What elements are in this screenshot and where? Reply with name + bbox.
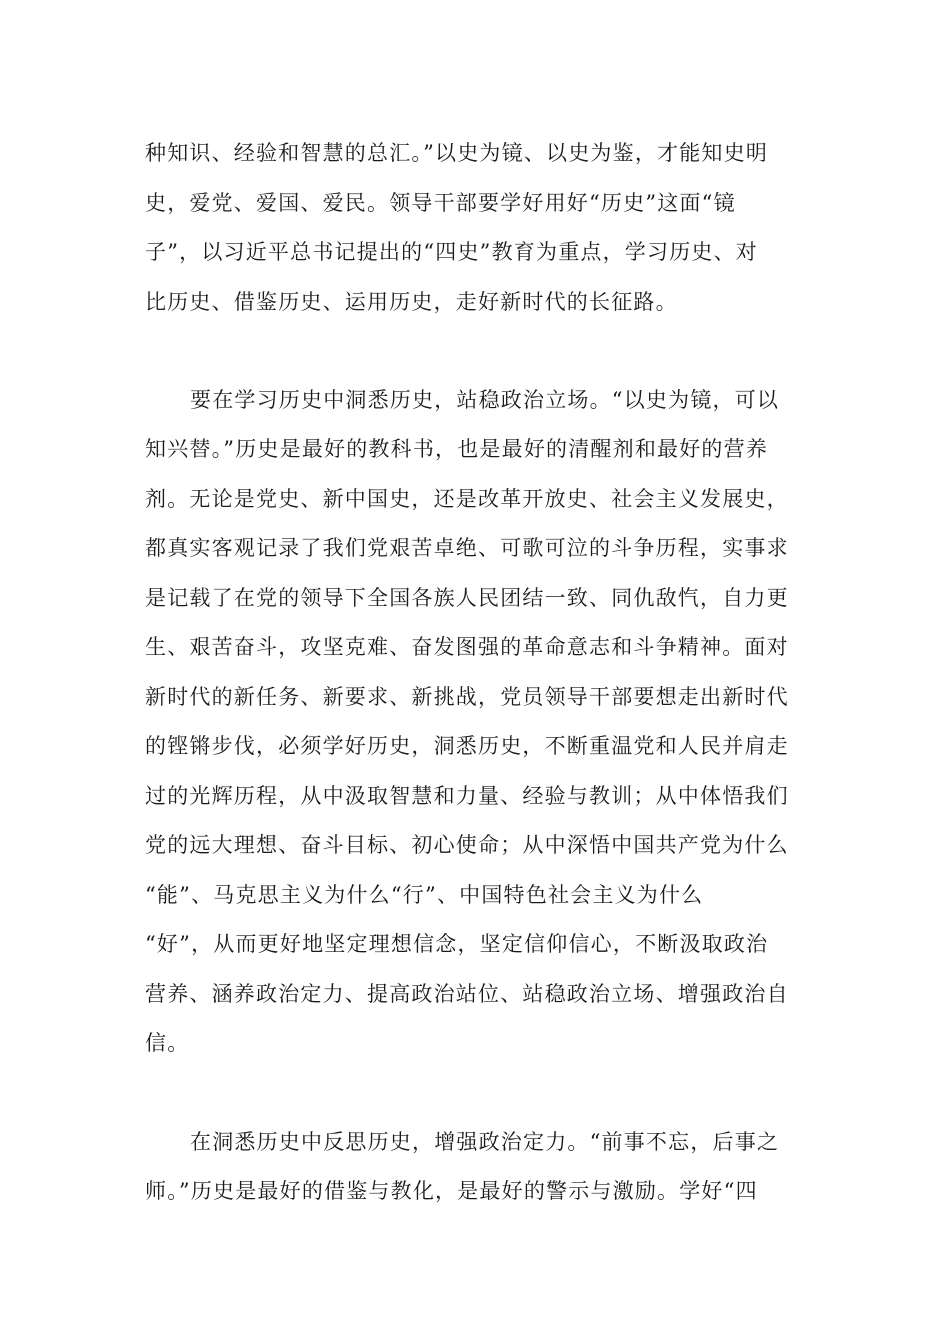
paragraph-2-line-5: 是记载了在党的领导下全国各族人民团结一致、同仇敌忾，自力更 bbox=[145, 586, 789, 610]
paragraph-2-line-11: “能”、马克思主义为什么“行”、中国特色社会主义为什么 bbox=[145, 883, 704, 907]
paragraph-1-line-4: 比历史、借鉴历史、运用历史，走好新时代的长征路。 bbox=[145, 290, 678, 314]
paragraph-1-line-1: 种知识、经验和智慧的总汇。”以史为镜、以史为鉴，才能知史明 bbox=[145, 141, 769, 165]
paragraph-2-line-2: 知兴替。”历史是最好的教科书，也是最好的清醒剂和最好的营养 bbox=[145, 437, 769, 461]
paragraph-3-line-2: 师。”历史是最好的借鉴与教化，是最好的警示与激励。学好“四 bbox=[145, 1179, 758, 1203]
paragraph-2-line-14: 信。 bbox=[145, 1031, 190, 1055]
paragraph-2-line-10: 党的远大理想、奋斗目标、初心使命；从中深悟中国共产党为什么 bbox=[145, 833, 789, 857]
paragraph-2-line-1: 要在学习历史中洞悉历史，站稳政治立场。“以史为镜，可以 bbox=[190, 388, 780, 412]
paragraph-1-line-2: 史，爱党、爱国、爱民。领导干部要学好用好“历史”这面“镜 bbox=[145, 191, 736, 215]
paragraph-2-line-13: 营养、涵养政治定力、提高政治站位、站稳政治立场、增强政治自 bbox=[145, 982, 789, 1006]
paragraph-2-line-8: 的铿锵步伐，必须学好历史，洞悉历史，不断重温党和人民并肩走 bbox=[145, 734, 789, 758]
paragraph-2-line-4: 都真实客观记录了我们党艰苦卓绝、可歌可泣的斗争历程，实事求 bbox=[145, 536, 789, 560]
paragraph-2-line-6: 生、艰苦奋斗，攻坚克难、奋发图强的革命意志和斗争精神。面对 bbox=[145, 635, 789, 659]
paragraph-2-line-7: 新时代的新任务、新要求、新挑战，党员领导干部要想走出新时代 bbox=[145, 685, 789, 709]
paragraph-3-line-1: 在洞悉历史中反思历史，增强政治定力。“前事不忘，后事之 bbox=[190, 1130, 780, 1154]
paragraph-1-line-3: 子”，以习近平总书记提出的“四史”教育为重点，学习历史、对 bbox=[145, 240, 759, 264]
paragraph-2-line-12: “好”，从而更好地坚定理想信念，坚定信仰信心，不断汲取政治 bbox=[145, 932, 769, 956]
paragraph-2-line-3: 剂。无论是党史、新中国史，还是改革开放史、社会主义发展史， bbox=[145, 487, 789, 511]
paragraph-2-line-9: 过的光辉历程，从中汲取智慧和力量、经验与教训；从中体悟我们 bbox=[145, 784, 789, 808]
